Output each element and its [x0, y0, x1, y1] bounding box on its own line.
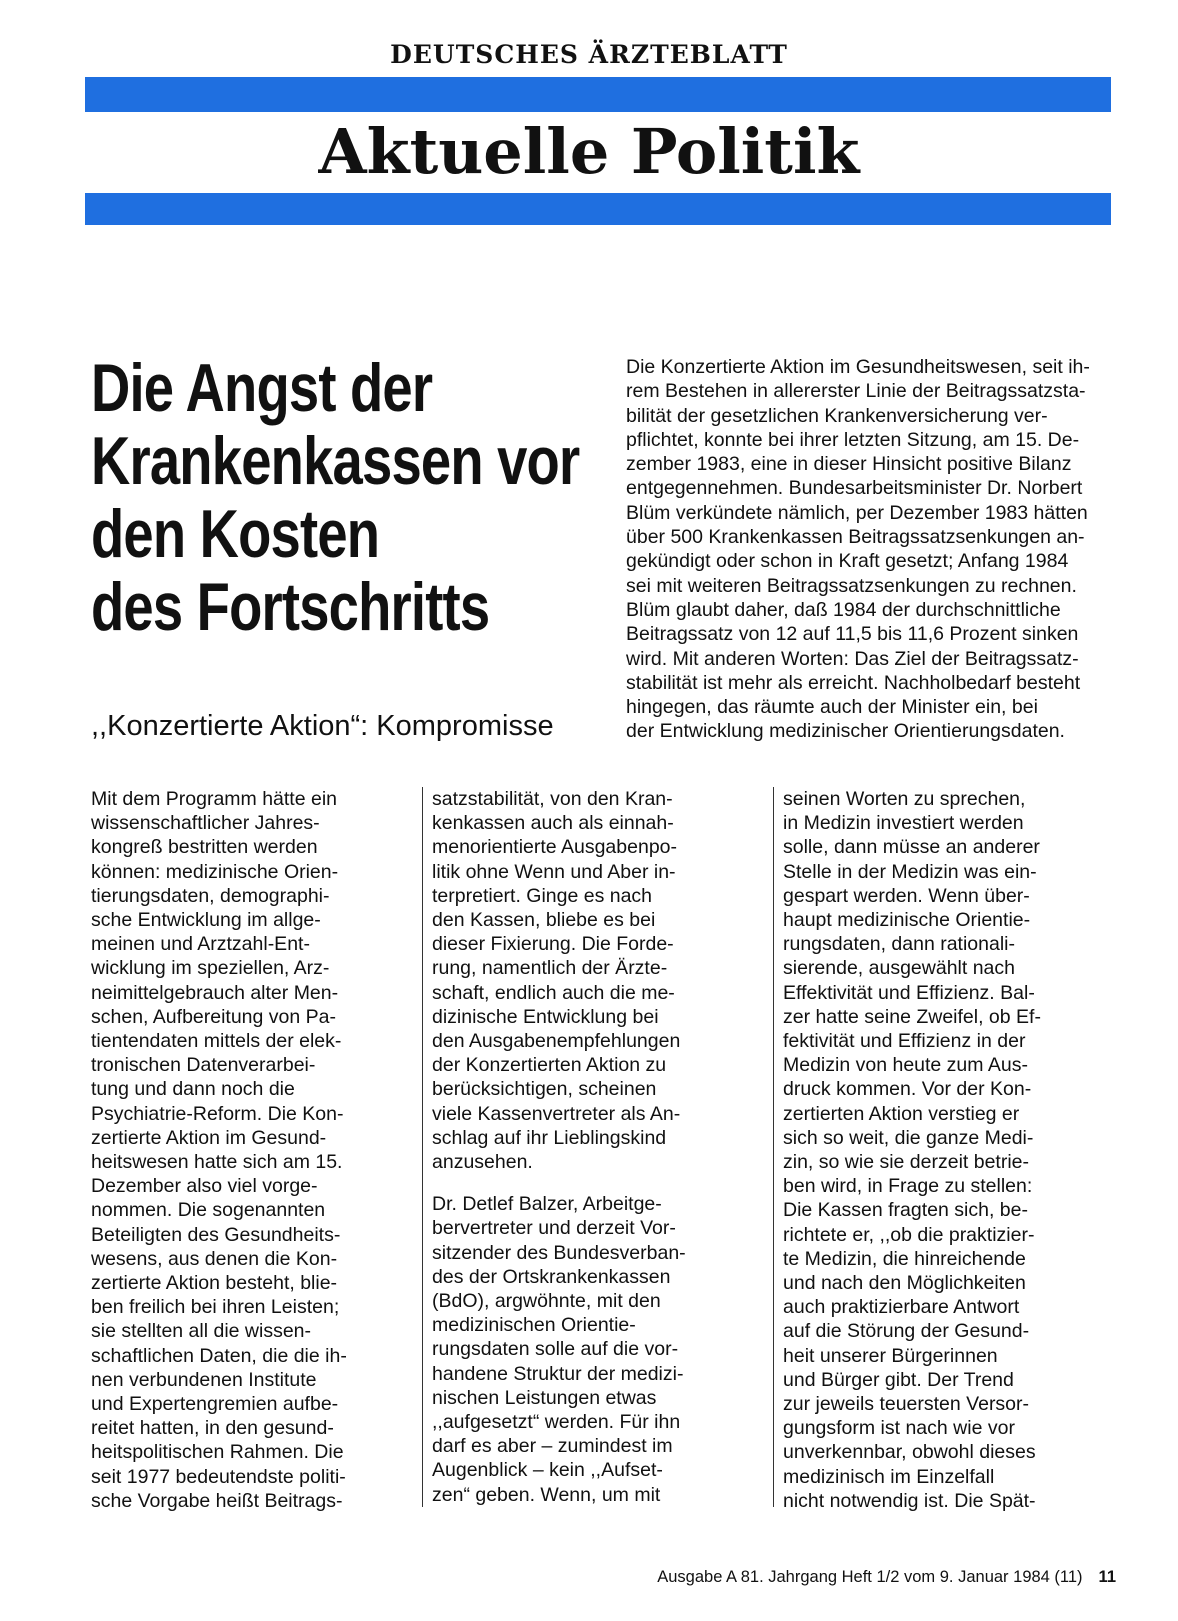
- intro-line: sei mit weiteren Beitragssatzsenkungen zu rechnen.: [626, 574, 1077, 597]
- text-line: sche Vorgabe heißt Beitrags-: [91, 1489, 343, 1512]
- text-line: te Medizin, die hinreichende: [783, 1247, 1026, 1270]
- text-line: anzusehen.: [432, 1151, 533, 1174]
- text-line: des der Ortskrankenkassen: [432, 1265, 671, 1288]
- text-line: ,,aufgesetzt“ werden. Für ihn: [432, 1411, 681, 1434]
- intro-line: entgegennehmen. Bundesarbeitsminister Dr. Norbert: [626, 477, 1083, 500]
- text-line: Medizin von heute zum Aus-: [783, 1054, 1028, 1077]
- text-line: auf die Störung der Gesund-: [783, 1320, 1030, 1343]
- text-line: druck kommen. Vor der Kon-: [783, 1078, 1032, 1101]
- text-line: kongreß bestritten werden: [91, 836, 318, 859]
- text-line: nischen Leistungen etwas: [432, 1386, 657, 1409]
- text-line: handene Struktur der medizi-: [432, 1362, 684, 1385]
- article-column-2: [432, 787, 762, 1507]
- text-line: Psychiatrie-Reform. Die Kon-: [91, 1102, 344, 1125]
- text-line: heit unserer Bürgerinnen: [783, 1344, 998, 1367]
- headline: [91, 350, 580, 645]
- headline-line: den Kosten: [91, 496, 380, 572]
- text-line: wicklung im speziellen, Arz-: [91, 957, 330, 980]
- text-line: tientendaten mittels der elek-: [91, 1030, 342, 1053]
- text-line: nen verbundenen Institute: [91, 1368, 317, 1391]
- text-line: seit 1977 bedeutendste politi-: [91, 1465, 346, 1488]
- text-line: berücksichtigen, scheinen: [432, 1078, 657, 1101]
- text-line: sie stellten all die wissen-: [91, 1320, 312, 1343]
- text-line: richtete er, ,,ob die praktizier-: [783, 1223, 1035, 1246]
- text-line: rung, namentlich der Ärzte-: [432, 957, 668, 980]
- text-line: zin, so wie sie derzeit betrie-: [783, 1151, 1030, 1174]
- text-line: ben wird, in Frage zu stellen:: [783, 1175, 1033, 1198]
- masthead: DEUTSCHES ÄRZTEBLATT: [390, 40, 788, 69]
- text-line: sitzender des Bundesverban-: [432, 1241, 686, 1264]
- intro-line: über 500 Krankenkassen Beitragssatzsenkungen an-: [626, 526, 1085, 549]
- text-line: meinen und Arztzahl-Ent-: [91, 933, 310, 956]
- text-line: seinen Worten zu sprechen,: [783, 788, 1026, 810]
- text-line: Augenblick – kein ,,Aufset-: [432, 1459, 663, 1482]
- text-line: und Expertengremien aufbe-: [91, 1393, 339, 1416]
- text-line: heitspolitischen Rahmen. Die: [91, 1441, 344, 1464]
- text-line: dizinische Entwicklung bei: [432, 1005, 659, 1028]
- article-column-1: [91, 787, 412, 1513]
- intro-line: Blüm glaubt daher, daß 1984 der durchschnittliche: [626, 598, 1061, 621]
- intro-line: Blüm verkündete nämlich, per Dezember 1983 hätten: [626, 501, 1088, 524]
- text-line: Mit dem Programm hätte ein: [91, 788, 338, 810]
- text-line: neimittelgebrauch alter Men-: [91, 981, 339, 1004]
- text-line: gungsform ist nach wie vor: [783, 1417, 1015, 1440]
- text-line: und Bürger gibt. Der Trend: [783, 1368, 1014, 1391]
- text-line: zertierte Aktion im Gesund-: [91, 1126, 327, 1149]
- text-line: wissenschaftlicher Jahres-: [91, 812, 320, 835]
- text-line: schaft, endlich auch die me-: [432, 981, 675, 1004]
- text-line: (BdO), argwöhnte, mit den: [432, 1290, 661, 1313]
- text-line: Beteiligten des Gesundheits-: [91, 1223, 341, 1246]
- section-title: Aktuelle Politik: [318, 115, 860, 188]
- text-line: zen“ geben. Wenn, um mit: [432, 1483, 661, 1506]
- text-line: nicht notwendig ist. Die Spät-: [783, 1489, 1036, 1512]
- text-line: dieser Fixierung. Die Forde-: [432, 933, 674, 956]
- text-line: haupt medizinische Orientie-: [783, 909, 1031, 932]
- text-line: zertierte Aktion besteht, blie-: [91, 1272, 338, 1295]
- text-line: kenkassen auch als einnah-: [432, 812, 674, 835]
- text-line: der Konzertierten Aktion zu: [432, 1054, 667, 1077]
- text-line: schlag auf ihr Lieblingskind: [432, 1126, 667, 1149]
- text-line: sich so weit, die ganze Medi-: [783, 1126, 1034, 1149]
- intro-line: bilität der gesetzlichen Krankenversicherung ver-: [626, 404, 1048, 427]
- text-line: schen, Aufbereitung von Pa-: [91, 1005, 336, 1028]
- headline-line: des Fortschritts: [91, 569, 490, 645]
- text-line: Dezember also viel vorge-: [91, 1175, 318, 1198]
- text-line: medizinischen Orientie-: [432, 1314, 636, 1337]
- header-band-bottom: [85, 193, 1111, 225]
- text-line: ben freilich bei ihren Leisten;: [91, 1296, 340, 1319]
- text-line: sierende, ausgewählt nach: [783, 957, 1015, 980]
- intro-line: hingegen, das räumte auch der Minister ein, bei: [626, 696, 1038, 719]
- text-line: solle, dann müsse an anderer: [783, 836, 1040, 859]
- text-line: reitet hatten, in den gesund-: [91, 1417, 334, 1440]
- text-line: den Kassen, bliebe es bei: [432, 909, 656, 932]
- intro-line: pflichtet, konnte bei ihrer letzten Sitzung, am 15. De-: [626, 428, 1080, 451]
- intro-line: zember 1983, eine in dieser Hinsicht positive Bilanz: [626, 453, 1072, 476]
- text-line: terpretiert. Ginge es nach: [432, 884, 653, 907]
- text-line: bervertreter und derzeit Vor-: [432, 1217, 676, 1240]
- text-line: den Ausgabenempfehlungen: [432, 1030, 681, 1053]
- text-line: zertierten Aktion verstieg er: [783, 1102, 1020, 1125]
- text-line: tronischen Datenverarbei-: [91, 1054, 316, 1077]
- text-line: menorientierte Ausgabenpo-: [432, 836, 677, 859]
- text-line: zur jeweils teuersten Versor-: [783, 1393, 1030, 1416]
- text-line: auch praktizierbare Antwort: [783, 1296, 1020, 1319]
- subtitle: ,,Konzertierte Aktion“: Kompromisse: [91, 710, 554, 742]
- text-line: viele Kassenvertreter als An-: [432, 1102, 681, 1125]
- text-line: tierungsdaten, demographi-: [91, 884, 330, 907]
- headline-line: Die Angst der: [91, 350, 433, 426]
- text-line: Effektivität und Effizienz. Bal-: [783, 981, 1035, 1004]
- column-divider: [422, 787, 423, 1507]
- text-line: nommen. Die sogenannten: [91, 1199, 326, 1222]
- text-line: litik ohne Wenn und Aber in-: [432, 860, 676, 883]
- text-line: zer hatte seine Zweifel, ob Ef-: [783, 1005, 1041, 1028]
- intro-line: rem Bestehen in allererster Linie der Beitragssatzsta-: [626, 380, 1086, 403]
- text-line: heitswesen hatte sich am 15.: [91, 1151, 343, 1174]
- text-line: können: medizinische Orien-: [91, 860, 339, 883]
- text-line: sche Entwicklung im allge-: [91, 909, 321, 932]
- text-line: tung und dann noch die: [91, 1078, 295, 1101]
- text-line: medizinisch im Einzelfall: [783, 1465, 995, 1488]
- text-line: satzstabilität, von den Kran-: [432, 788, 673, 810]
- text-line: Stelle in der Medizin was ein-: [783, 860, 1037, 883]
- intro-line: der Entwicklung medizinischer Orientierungsdaten.: [626, 720, 1065, 743]
- text-line: darf es aber – zumindest im: [432, 1435, 673, 1458]
- column-divider: [773, 787, 774, 1507]
- text-line: in Medizin investiert werden: [783, 812, 1024, 835]
- headline-line: Krankenkassen vor: [91, 423, 580, 499]
- intro-paragraph: [626, 355, 1126, 744]
- text-line: Dr. Detlef Balzer, Arbeitge-: [432, 1193, 662, 1216]
- intro-line: Beitragssatz von 12 auf 11,5 bis 11,6 Prozent sinken: [626, 623, 1079, 646]
- intro-line: gekündigt oder schon in Kraft gesetzt; Anfang 1984: [626, 550, 1069, 573]
- page-footer: [657, 1568, 1116, 1587]
- header-band-top: [85, 77, 1111, 112]
- issue-info: Ausgabe A 81. Jahrgang Heft 1/2 vom 9. Januar 1984 (11): [657, 1568, 1083, 1586]
- article-column-3: [783, 787, 1113, 1513]
- text-line: wesens, aus denen die Kon-: [91, 1247, 338, 1270]
- intro-line: wird. Mit anderen Worten: Das Ziel der Beitragssatz-: [626, 647, 1079, 670]
- intro-line: stabilität ist mehr als erreicht. Nachholbedarf besteht: [626, 671, 1081, 694]
- text-line: unverkennbar, obwohl dieses: [783, 1441, 1036, 1464]
- intro-line: Die Konzertierte Aktion im Gesundheitswesen, seit ih-: [626, 356, 1090, 378]
- page-number: 11: [1098, 1568, 1116, 1586]
- text-line: und nach den Möglichkeiten: [783, 1272, 1026, 1295]
- text-line: schaftlichen Daten, die die ih-: [91, 1344, 347, 1367]
- text-line: rungsdaten, dann rationali-: [783, 933, 1015, 956]
- text-line: Die Kassen fragten sich, be-: [783, 1199, 1028, 1222]
- text-line: rungsdaten solle auf die vor-: [432, 1338, 679, 1361]
- text-line: fektivität und Effizienz in der: [783, 1030, 1026, 1053]
- text-line: gespart werden. Wenn über-: [783, 884, 1030, 907]
